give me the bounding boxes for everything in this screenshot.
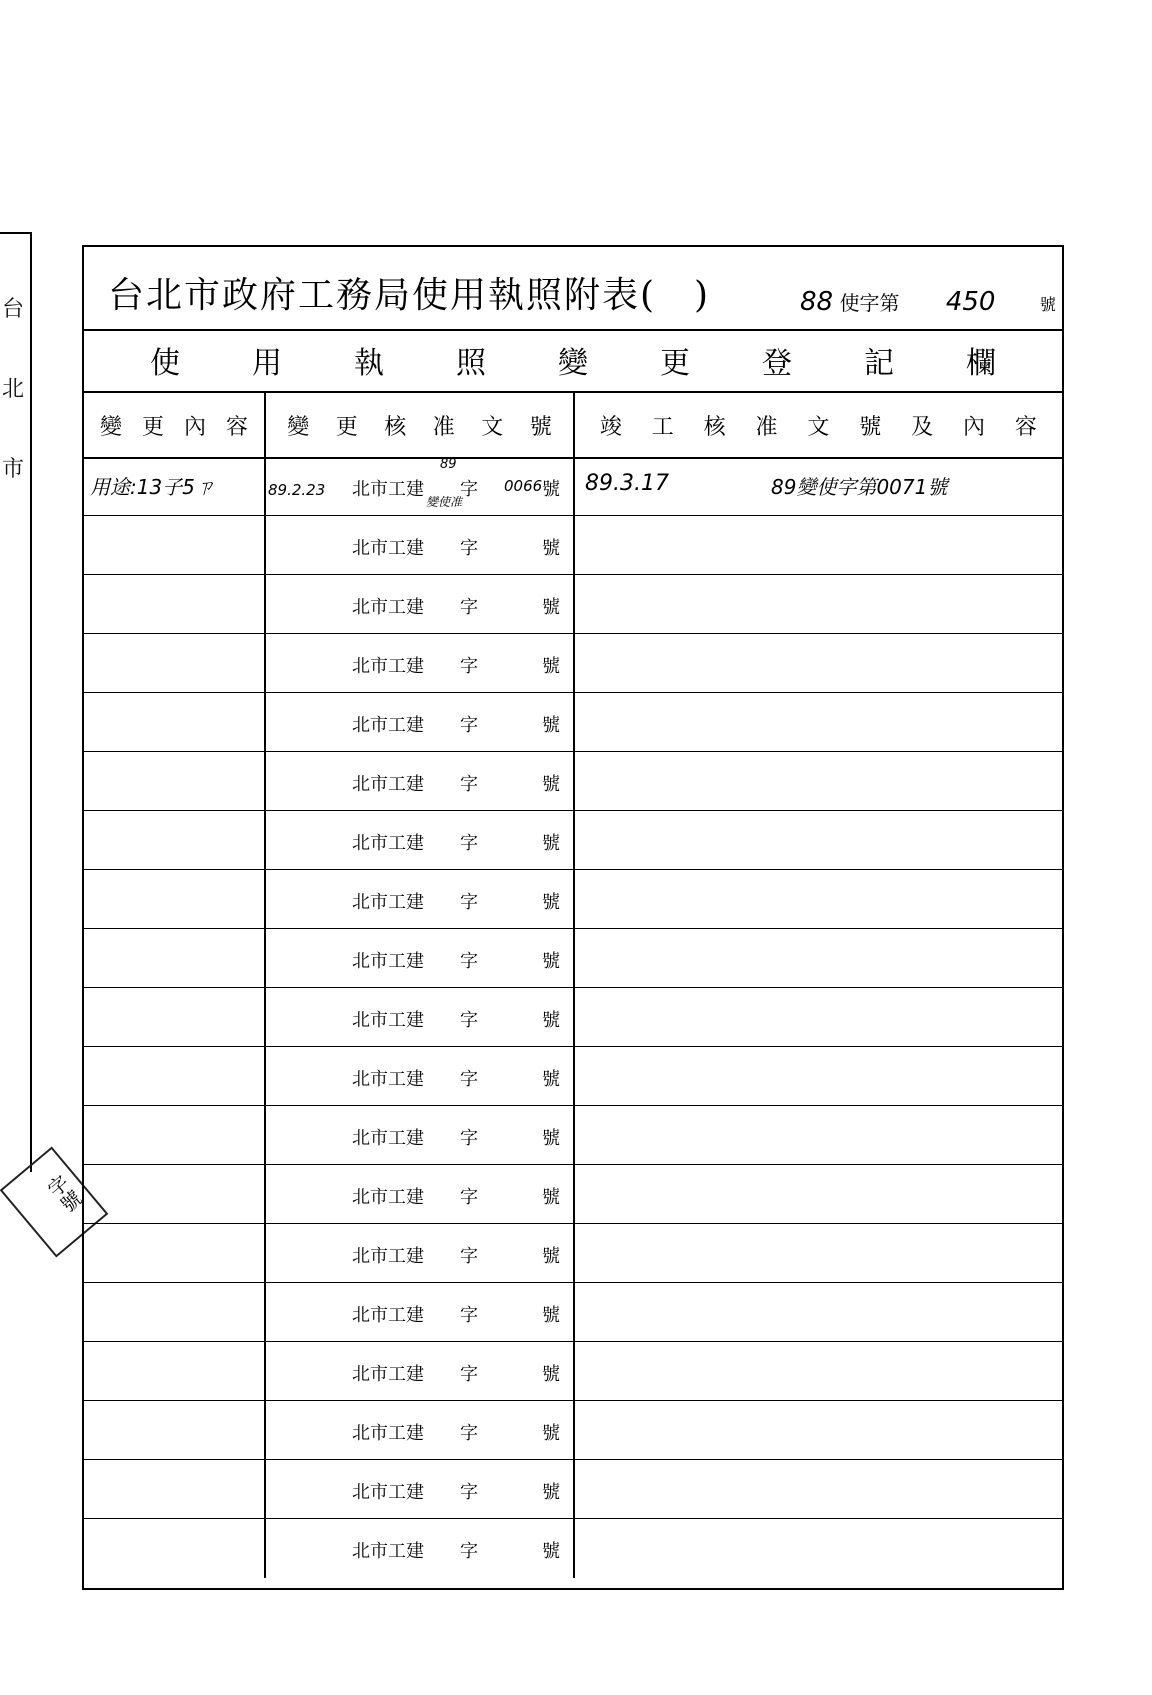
change-approval-cell [266,1283,575,1341]
header-char: 容 [225,414,248,440]
table-row [84,1165,1062,1224]
form-frame [82,245,1064,1590]
completion-date: 89.3.17 [585,471,669,496]
approval-hao: 號 [542,1423,560,1444]
approval-hao: 號 [542,833,560,854]
approval-hao: 號 [542,715,560,736]
header-char: 內 [963,414,986,440]
change-approval-cell [266,988,575,1046]
approval-hao: 號 [542,1187,560,1208]
header-char: 更 [141,414,164,440]
change-content-cell [84,1106,266,1164]
approval-hao: 號 [542,597,560,618]
change-approval-cell [266,1047,575,1105]
table-row [84,929,1062,988]
header-change-approval [266,393,575,457]
completion-cell [575,516,1062,574]
approval-zi: 字 [460,1305,478,1326]
change-content-cell [84,1460,266,1518]
change-content-cell [84,516,266,574]
approval-zi: 字 [460,1069,478,1090]
header-char: 變 [99,414,122,440]
header-char: 核 [384,414,407,440]
approval-zi: 字 [460,774,478,795]
header-char: 核 [703,414,726,440]
approval-hao: 號 [542,892,560,913]
approval-prefix: 北市工建 [352,1128,424,1149]
change-approval-cell [266,1106,575,1164]
completion-cell [575,457,1062,515]
completion-cell [575,1519,1062,1578]
change-approval-cell [266,457,575,515]
approval-hao: 號 [542,1541,560,1562]
table-row [84,1401,1062,1460]
approval-prefix: 北市工建 [352,951,424,972]
approval-date: 89.2.23 [268,481,326,499]
change-content-cell [84,1165,266,1223]
completion-cell [575,752,1062,810]
approval-hao: 號 [542,1305,560,1326]
side-vertical-text [2,270,26,510]
approval-zi: 字 [460,538,478,559]
permit-label: 使字第 [839,291,900,315]
approval-hao: 號 [542,1010,560,1031]
header-completion-approval [575,393,1062,457]
change-content-cell [84,1047,266,1105]
approval-hao: 號 [542,1128,560,1149]
empty-rows-container [84,516,1062,1578]
completion-cell [575,1165,1062,1223]
header-char: 更 [335,414,358,440]
side-char: 北 [2,377,25,402]
approval-number: 0066 [504,477,543,495]
change-approval-cell [266,1224,575,1282]
section-char: 欄 [966,346,996,381]
approval-prefix: 北市工建 [352,1423,424,1444]
change-approval-cell [266,752,575,810]
approval-sub: 變使准 [426,495,463,509]
table-row [84,1106,1062,1165]
change-approval-cell [266,929,575,987]
change-content-cell [84,988,266,1046]
section-title [84,329,1062,393]
change-content-cell [84,693,266,751]
completion-cell [575,870,1062,928]
completion-content: 89變使字第0071號 [771,475,948,499]
change-approval-cell [266,516,575,574]
permit-number-block [800,287,1056,317]
completion-cell [575,1283,1062,1341]
approval-zi: 字 [460,656,478,677]
permit-suffix: 號 [1039,295,1056,314]
approval-prefix: 北市工建 [352,538,424,559]
approval-prefix: 北市工建 [352,656,424,677]
change-content-cell [84,634,266,692]
table-row [84,457,1062,516]
approval-hao: 號 [542,1069,560,1090]
completion-cell [575,1342,1062,1400]
table-row [84,1047,1062,1106]
change-content-cell [84,1401,266,1459]
table-row [84,752,1062,811]
approval-prefix: 北市工建 [352,833,424,854]
permit-year: 88 [800,287,834,317]
approval-prefix: 北市工建 [352,1069,424,1090]
table-row [84,870,1062,929]
section-char: 執 [354,346,384,381]
completion-cell [575,1460,1062,1518]
approval-prefix: 北市工建 [352,479,424,500]
approval-zi: 字 [460,1187,478,1208]
approval-zi: 字 [460,597,478,618]
section-char: 使 [150,346,180,381]
approval-hao: 號 [542,1482,560,1503]
approval-hao: 號 [542,951,560,972]
approval-prefix: 北市工建 [352,1246,424,1267]
approval-zi: 字 [460,1246,478,1267]
approval-zi: 字 [460,479,478,500]
approval-zi: 字 [460,1128,478,1149]
title-row [84,247,1062,331]
approval-prefix: 北市工建 [352,597,424,618]
table-row [84,1460,1062,1519]
approval-prefix: 北市工建 [352,892,424,913]
approval-prefix: 北市工建 [352,774,424,795]
table-row [84,575,1062,634]
change-approval-cell [266,693,575,751]
form-title: 台北市政府工務局使用執照附表( ) [108,275,711,316]
approval-prefix: 北市工建 [352,1305,424,1326]
header-char: 容 [1014,414,1037,440]
change-approval-cell [266,1401,575,1459]
approval-zi: 字 [460,951,478,972]
completion-cell [575,1224,1062,1282]
approval-prefix: 北市工建 [352,1187,424,1208]
header-char: 竣 [599,414,622,440]
approval-prefix: 北市工建 [352,715,424,736]
completion-cell [575,1401,1062,1459]
approval-zi: 字 [460,1541,478,1562]
header-char: 工 [651,414,674,440]
permit-number: 450 [945,287,996,317]
table-row [84,693,1062,752]
completion-cell [575,693,1062,751]
header-char: 文 [481,414,504,440]
approval-hao: 號 [542,656,560,677]
header-char: 文 [807,414,830,440]
table-row [84,988,1062,1047]
header-change-content [84,393,266,457]
table-row [84,634,1062,693]
approval-hao: 號 [542,1246,560,1267]
section-char: 變 [558,346,588,381]
side-char: 台 [2,297,25,322]
header-char: 及 [911,414,934,440]
completion-cell [575,929,1062,987]
change-approval-cell [266,1342,575,1400]
approval-hao: 號 [542,774,560,795]
change-approval-cell [266,1519,575,1578]
completion-cell [575,634,1062,692]
section-char: 用 [252,346,282,381]
header-char: 號 [859,414,882,440]
table-row [84,1519,1062,1578]
entry-rows [84,457,1062,1578]
change-content-cell [84,870,266,928]
side-stamp: 字號 [0,1146,108,1257]
change-content-cell [84,811,266,869]
completion-cell [575,575,1062,633]
approval-hao: 號 [542,479,560,500]
approval-prefix: 北市工建 [352,1364,424,1385]
table-row [84,1224,1062,1283]
approval-zi: 字 [460,833,478,854]
approval-sup: 89 [440,457,457,472]
change-content-cell [84,1342,266,1400]
change-approval-cell [266,870,575,928]
completion-cell [575,988,1062,1046]
table-row [84,516,1062,575]
change-approval-cell [266,1460,575,1518]
section-char: 照 [456,346,486,381]
change-content-cell [84,929,266,987]
section-char: 記 [864,346,894,381]
change-approval-cell [266,634,575,692]
approval-prefix: 北市工建 [352,1541,424,1562]
table-row [84,1283,1062,1342]
change-content-cell [84,1519,266,1578]
column-header-row [84,393,1062,459]
completion-cell [575,1047,1062,1105]
table-row [84,1342,1062,1401]
approval-zi: 字 [460,1364,478,1385]
change-content-cell [84,575,266,633]
change-approval-cell [266,1165,575,1223]
side-char: 市 [2,457,25,482]
completion-cell [575,1106,1062,1164]
header-char: 准 [755,414,778,440]
change-approval-cell [266,811,575,869]
approval-hao: 號 [542,1364,560,1385]
header-char: 號 [529,414,552,440]
change-content-cell [84,1224,266,1282]
completion-cell [575,811,1062,869]
approval-zi: 字 [460,892,478,913]
header-char: 內 [183,414,206,440]
approval-zi: 字 [460,1423,478,1444]
header-char: 變 [287,414,310,440]
approval-zi: 字 [460,715,478,736]
header-char: 准 [432,414,455,440]
section-char: 更 [660,346,690,381]
approval-hao: 號 [542,538,560,559]
approval-prefix: 北市工建 [352,1482,424,1503]
table-row [84,811,1062,870]
section-char: 登 [762,346,792,381]
change-content-cell [84,457,266,515]
change-content-cell [84,752,266,810]
change-approval-cell [266,575,575,633]
approval-prefix: 北市工建 [352,1010,424,1031]
approval-zi: 字 [460,1010,478,1031]
usage-text: 用途:13子5ㄗ [90,475,215,499]
change-content-cell [84,1283,266,1341]
approval-zi: 字 [460,1482,478,1503]
